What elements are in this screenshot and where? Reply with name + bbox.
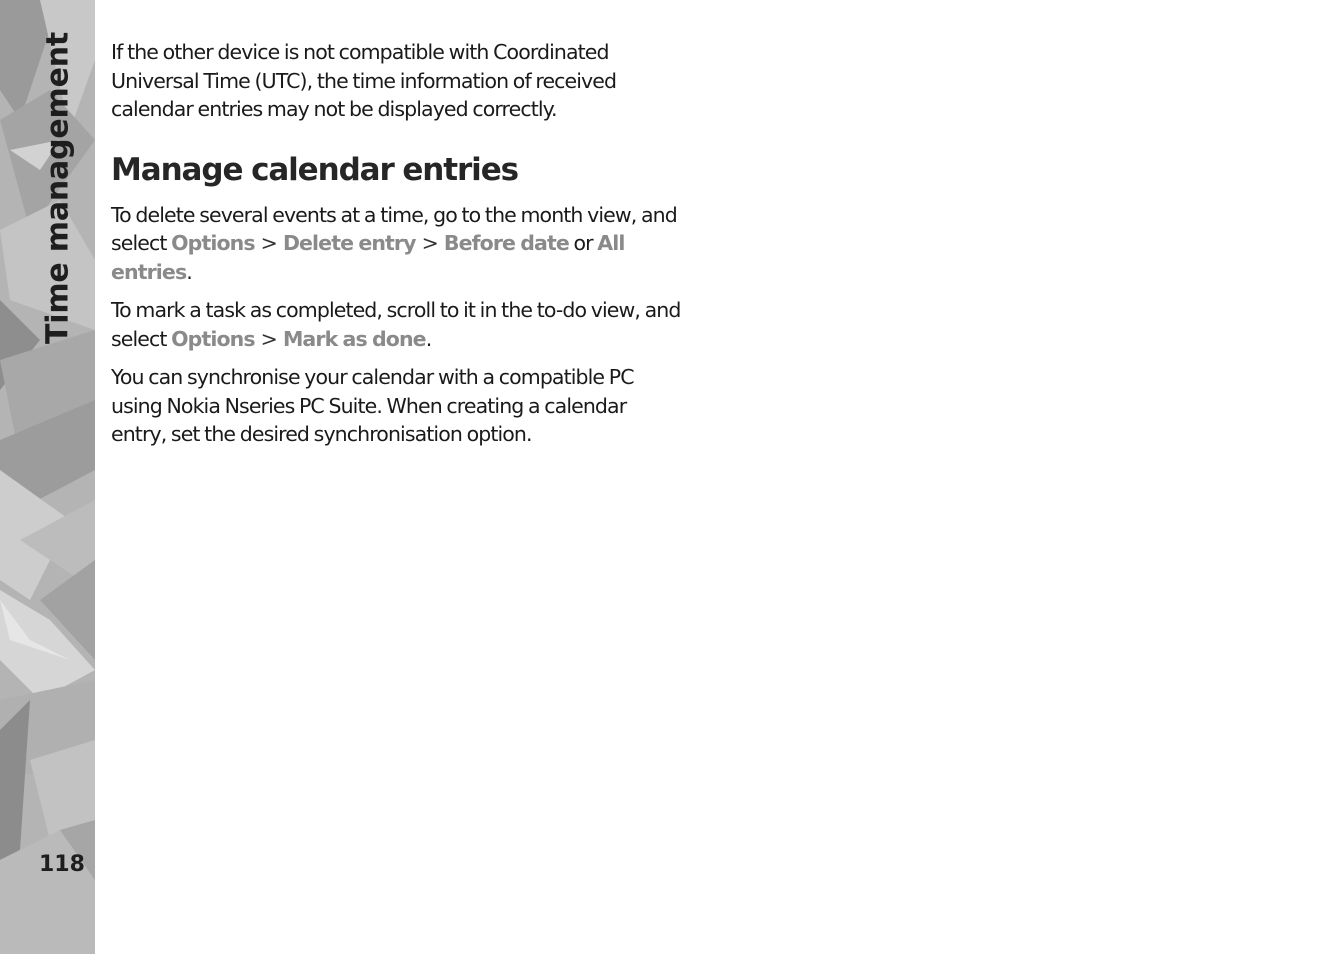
menu-separator: >: [260, 231, 277, 255]
menu-options: Options: [171, 231, 255, 255]
menu-mark-as-done: Mark as done: [282, 326, 426, 351]
connector-text: or: [568, 231, 598, 255]
page-number: 118: [39, 852, 85, 877]
mark-done-lead-text: To mark a task as completed, scroll to it in the to-do view, and select: [111, 298, 681, 351]
menu-separator: >: [260, 326, 277, 351]
section-heading: Manage calendar entries: [111, 151, 518, 188]
delete-paragraph: [111, 201, 686, 287]
menu-separator: >: [421, 231, 438, 255]
page-content: [111, 38, 686, 459]
sentence-end: .: [186, 259, 192, 284]
sidebar: [0, 0, 95, 954]
sentence-end: .: [425, 326, 432, 351]
menu-delete-entry: Delete entry: [282, 231, 416, 255]
menu-before-date: Before date: [443, 231, 569, 255]
sync-paragraph: You can synchronise your calendar with a compatible PC using Nokia Nseries PC Suite. When creating a calendar entry, set the desired synchronisation option.: [111, 365, 634, 446]
menu-all-entries: All entries: [111, 231, 625, 284]
menu-options: Options: [171, 326, 255, 351]
section-title: Time management: [40, 31, 76, 345]
mark-done-paragraph: [111, 296, 686, 353]
intro-paragraph: If the other device is not compatible with Coordinated Universal Time (UTC), the time information of received calendar entries may not be displayed correctly.: [111, 40, 617, 121]
delete-lead-text: To delete several events at a time, go to the month view, and select: [111, 202, 677, 255]
